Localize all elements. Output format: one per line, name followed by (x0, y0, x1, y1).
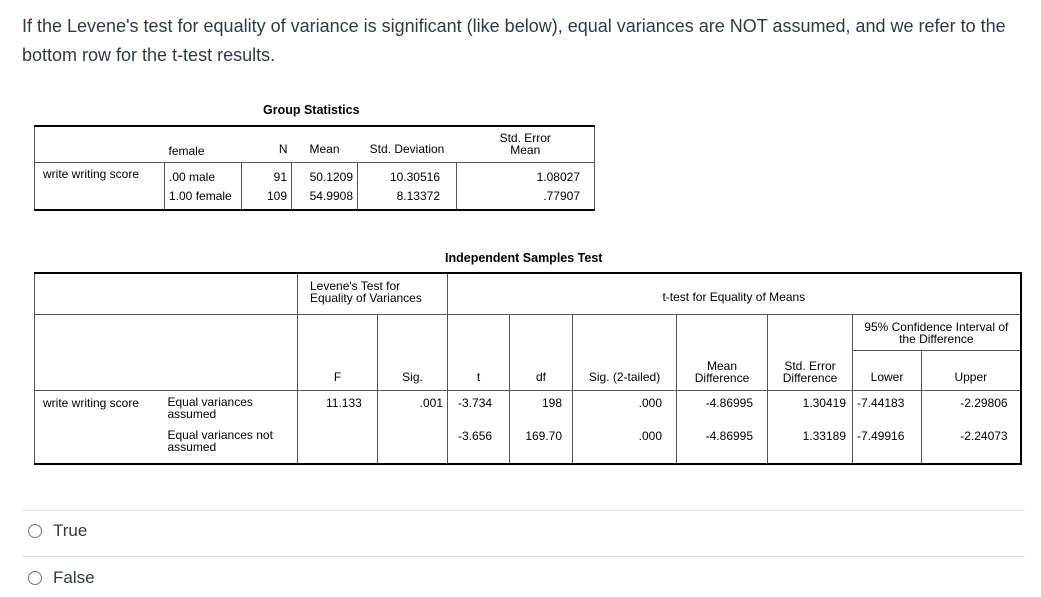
header-sd: Std. Deviation (369, 141, 445, 156)
header-spacer (768, 314, 853, 350)
df-cell: 169.70 (510, 426, 573, 464)
sig-cell (378, 426, 448, 464)
header-spacer (510, 314, 573, 350)
se-cell: .77907 (543, 189, 580, 203)
header-spacer (35, 126, 165, 162)
n-cell: 109 (242, 184, 292, 210)
header-spacer (298, 314, 378, 350)
mean-cell: 54.9908 (292, 184, 358, 210)
f-cell: 11.133 (298, 390, 378, 426)
header-mean-difference-label: Mean Difference (694, 358, 750, 385)
std-error-difference-cell: 1.30419 (768, 390, 853, 426)
header-spacer (35, 350, 298, 390)
ci-header-row (35, 314, 1021, 350)
ci-header-label: 95% Confidence Interval of the Difference (864, 319, 1009, 346)
sig-2-tailed-cell: .000 (573, 390, 677, 426)
mean-difference-cell: -4.86995 (677, 390, 768, 426)
group-statistics-table (34, 125, 595, 211)
independent-test-title: Independent Samples Test (445, 251, 603, 265)
sig-cell: .001 (378, 390, 448, 426)
column-header-row (35, 350, 1021, 390)
variable-label: write writing score (43, 395, 140, 410)
df-cell: 198 (510, 390, 573, 426)
levene-header-label: Levene's Test for Equality of Variances (310, 279, 422, 305)
group-stats-header-row (35, 126, 595, 162)
header-spacer (573, 314, 677, 350)
variable-label: write writing score (35, 162, 165, 210)
radio-button-true[interactable] (28, 524, 42, 538)
mean-difference-cell: -4.86995 (677, 426, 768, 464)
lower-cell: -7.49916 (853, 426, 922, 464)
table-row (35, 426, 1021, 464)
header-mean-difference (677, 350, 768, 390)
header-spacer (448, 314, 510, 350)
header-se-label: Std. Error Mean (499, 130, 551, 157)
header-spacer (677, 314, 768, 350)
answer-option-false[interactable] (28, 568, 95, 588)
group-cell: .00 male (165, 162, 242, 184)
row-label (164, 390, 298, 426)
ci-header (853, 314, 1021, 350)
levene-header-row (35, 273, 1021, 314)
t-cell: -3.656 (448, 426, 510, 464)
upper-cell: -2.24073 (960, 429, 1008, 443)
header-group: female (168, 143, 205, 158)
header-sig-2-tailed: Sig. (2-tailed) (573, 350, 677, 390)
answer-option-true[interactable] (28, 521, 87, 541)
table-row (35, 162, 595, 184)
row-label (164, 426, 298, 464)
radio-button-false[interactable] (28, 571, 42, 585)
header-df: df (510, 350, 573, 390)
header-std-error-difference-label: Std. Error Difference (782, 358, 838, 385)
lower-cell: -7.44183 (853, 390, 922, 426)
sd-cell: 10.30516 (358, 162, 457, 184)
levene-header (298, 273, 448, 314)
divider (22, 556, 1025, 557)
header-upper: Upper (954, 369, 988, 384)
se-cell: 1.08027 (536, 170, 580, 184)
n-cell: 91 (242, 162, 292, 184)
header-sig: Sig. (378, 350, 448, 390)
mean-cell: 50.1209 (292, 162, 358, 184)
group-cell: 1.00 female (165, 184, 242, 210)
upper-cell: -2.29806 (960, 395, 1008, 410)
header-spacer (378, 314, 448, 350)
header-se (457, 126, 595, 162)
header-t: t (448, 350, 510, 390)
answer-label-false: False (53, 568, 95, 587)
ttest-header: t-test for Equality of Means (662, 289, 806, 304)
table-row (35, 390, 1021, 426)
sd-cell: 8.13372 (358, 184, 457, 210)
divider (22, 510, 1025, 511)
t-cell: -3.734 (448, 390, 510, 426)
header-n: N (278, 141, 288, 156)
std-error-difference-cell: 1.33189 (768, 426, 853, 464)
row-label-text: Equal variances assumed (167, 394, 253, 421)
row-label-text: Equal variances not assumed (167, 428, 273, 454)
header-spacer (35, 314, 298, 350)
header-f: F (298, 350, 378, 390)
sig-2-tailed-cell: .000 (573, 426, 677, 464)
question-text: If the Levene's test for equality of variance is significant (like below), equal variances are NOT assumed, and we refer to the bottom row for the t-test results. (22, 16, 1006, 65)
independent-samples-table (34, 272, 1022, 465)
header-spacer (35, 273, 298, 314)
answer-label-true: True (53, 521, 88, 540)
header-lower: Lower (853, 350, 922, 390)
group-statistics-title: Group Statistics (263, 103, 360, 117)
header-mean: Mean (309, 141, 340, 156)
f-cell (298, 426, 378, 464)
header-std-error-difference (768, 350, 853, 390)
